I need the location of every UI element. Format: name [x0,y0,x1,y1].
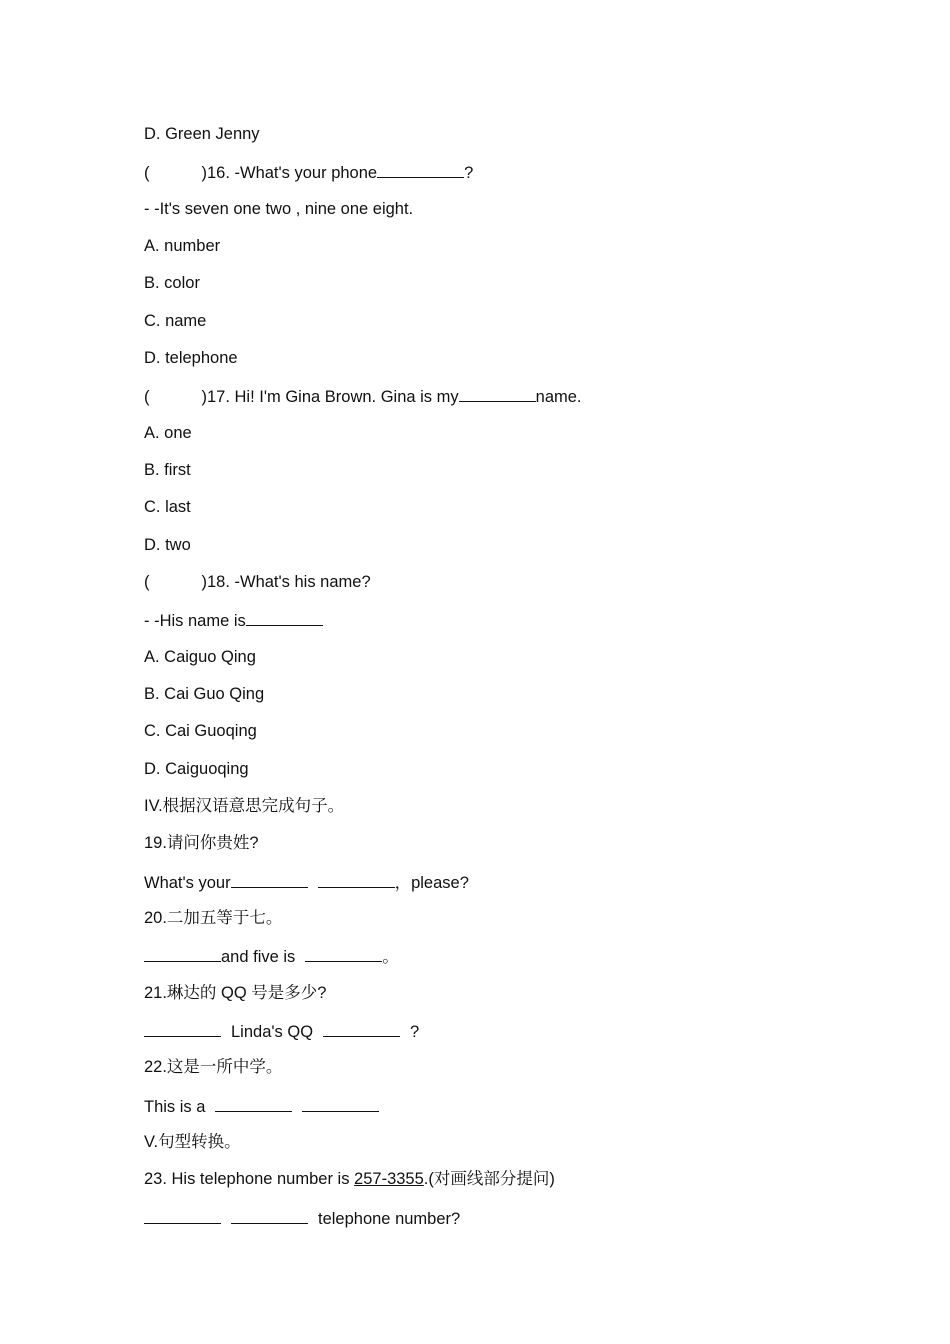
q18-reply [144,609,323,631]
q18-reply-text: - -His name is [144,612,246,630]
q19-en-a: What's your [144,874,231,892]
q16-stem-b: ? [464,164,474,182]
answer-blank [323,1020,400,1037]
answer-blank [318,871,395,888]
q16-option-d: D. telephone [144,349,238,367]
answer-blank [231,1207,308,1224]
section-5-title: V.句型转换。 [144,1133,241,1151]
q19-en-b: ，please? [394,874,469,892]
q22-english [144,1095,379,1117]
q17-open-paren: ( [144,388,150,406]
q17-stem-b: name. [535,388,582,406]
answer-blank [144,1020,221,1037]
q22-chinese: 22.这是一所中学。 [144,1058,283,1076]
q16-stem-a: )16. -What's your phone [201,164,378,182]
q19-chinese: 19.请问你贵姓? [144,834,259,852]
q23-underlined-number: 257-3355 [354,1170,424,1188]
q17-stem-a: )17. Hi! I'm Gina Brown. Gina is my [201,388,459,406]
q21-en-a: Linda's QQ [231,1023,314,1041]
q23-english [144,1207,460,1229]
q17-stem [144,385,582,407]
answer-blank [246,609,323,626]
q17-option-b: B. first [144,461,191,479]
q23-stem-b: .(对画线部分提问) [423,1170,555,1188]
q16-option-c: C. name [144,312,207,330]
q18-option-c: C. Cai Guoqing [144,722,257,740]
answer-blank [144,945,221,962]
q20-chinese: 20.二加五等于七。 [144,909,283,927]
answer-blank [144,1207,221,1224]
q18-stem-text: )18. -What's his name? [201,573,371,591]
q20-en-b: 。 [382,948,399,966]
q23-stem-a: 23. His telephone number is [144,1170,355,1188]
q18-option-d: D. Caiguoqing [144,760,249,778]
q21-chinese: 21.琳达的 QQ 号是多少? [144,984,327,1002]
q16-option-b: B. color [144,274,200,292]
answer-blank [215,1095,292,1112]
q19-english [144,871,469,893]
q16-stem [144,161,473,183]
q18-open-paren: ( [144,573,150,591]
q16-option-a: A. number [144,237,221,255]
q23-en-b: telephone number? [318,1210,461,1228]
q18-option-a: A. Caiguo Qing [144,648,256,666]
answer-blank [377,161,464,178]
q18-stem [144,572,371,592]
q17-option-d: D. two [144,536,191,554]
q17-option-c: C. last [144,498,191,516]
section-4-title: IV.根据汉语意思完成句子。 [144,797,345,815]
answer-blank [231,871,308,888]
q15-option-d: D. Green Jenny [144,125,260,143]
q17-option-a: A. one [144,424,192,442]
q16-reply: - -It's seven one two , nine one eight. [144,200,414,218]
answer-blank [459,385,536,402]
answer-blank [305,945,382,962]
q20-en-a: and five is [221,948,296,966]
q23-stem [144,1169,555,1189]
q21-english [144,1020,419,1042]
q22-en-a: This is a [144,1098,206,1116]
q21-en-b: ? [410,1023,420,1041]
answer-blank [302,1095,379,1112]
q18-option-b: B. Cai Guo Qing [144,685,265,703]
q16-open-paren: ( [144,164,150,182]
q20-english [144,945,399,967]
